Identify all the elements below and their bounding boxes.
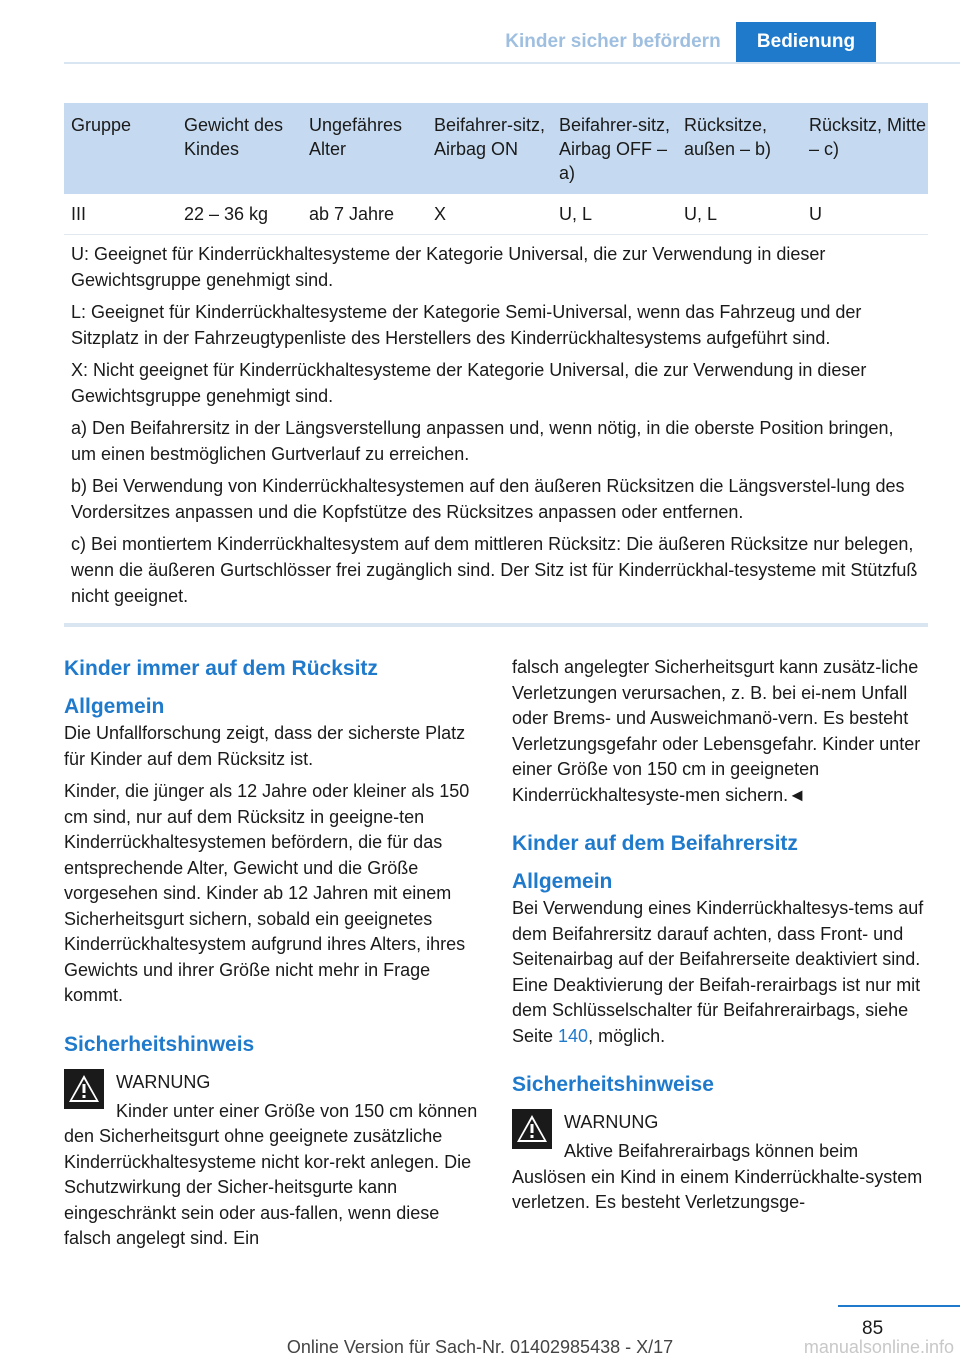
paragraph-continued: falsch angelegter Sicherheitsgurt kann zusätz-liche Verletzungen verursachen, z. B. bei ei-nem Unfall oder Brems- und Ausweichmanö-vern. Es besteht Verletzungsgefahr oder Lebensgefahr. Kinder unter einer Größe von 150 cm in geeigneten Kinderrückhaltesyste-men sichern.◄ xyxy=(512,657,921,805)
table-note: a) Den Beifahrersitz in der Längsverstellung anpassen und, wenn nötig, in die oberste Position bringen, um einen bestmöglichen Gurtverlauf zu erreichen. xyxy=(71,418,894,464)
paragraph xyxy=(512,896,928,1049)
paragraph-text: Bei Verwendung eines Kinderrückhaltesys-tems auf dem Beifahrersitz darauf achten, dass Front- und Seitenairbag auf der Beifahrerseite deaktiviert sind. Eine Deaktivierung der Beifah-rerairbags ist nur mit dem Schlüsselschalter für Beifahrerairbags, siehe Seite xyxy=(512,898,924,1046)
table-cell: ab 7 Jahre xyxy=(309,204,395,224)
table-header-cell: Rücksitze, außen – b) xyxy=(684,115,772,159)
paragraph: Kinder, die jünger als 12 Jahre oder kleiner als 150 cm sind, nur auf dem Rücksitz in geeigne-ten Kinderrückhaltesystemen befördern, die für das entsprechende Alter, Gewicht und die Größe vorgesehen sind. Kinder ab 12 Jahren mit einem Sicherheitsgurt sichern, sobald ein geeignetes Kinderrückhaltesystem aufgrund ihres Alters, ihres Gewichts und ihrer Größe nicht mehr in Frage kommt. xyxy=(64,781,470,1005)
warning-block xyxy=(64,1069,480,1252)
table-cell: 22 – 36 kg xyxy=(184,204,269,224)
section-title-ruecksitz: Kinder immer auf dem Rücksitz xyxy=(64,657,378,680)
table-header xyxy=(64,103,928,194)
subsection-title-sicherheitshinweis: Sicherheitshinweis xyxy=(64,1032,255,1056)
header-section-title: Kinder sicher befördern xyxy=(505,31,721,52)
paragraph: Die Unfallforschung zeigt, dass der sicherste Platz für Kinder auf dem Rücksitz ist. xyxy=(64,723,466,769)
table-header-cell: Gruppe xyxy=(71,115,132,135)
subsection-title-allgemein: Allgemein xyxy=(64,695,165,718)
table-header-cell: Beifahrer-sitz, Airbag ON xyxy=(434,115,546,159)
subsection-title-allgemein: Allgemein xyxy=(512,870,613,893)
paragraph-text: , möglich. xyxy=(588,1025,666,1046)
table-cell: U xyxy=(809,204,822,224)
footer-online-version: Online Version für Sach-Nr. 01402985438 - X/17 xyxy=(286,1337,674,1357)
warning-text xyxy=(64,1099,480,1252)
warning-block xyxy=(512,1109,928,1216)
warning-label: WARNUNG xyxy=(116,1071,211,1092)
warning-label: WARNUNG xyxy=(564,1112,659,1132)
warning-triangle-icon xyxy=(512,1109,552,1149)
table-cell: U, L xyxy=(684,204,718,224)
table-header-cell: Rücksitz, Mitte – c) xyxy=(809,115,927,159)
table-notes xyxy=(64,235,928,627)
header-tab-bedienung[interactable]: Bedienung xyxy=(736,22,876,62)
right-column xyxy=(512,655,928,1216)
warning-triangle-icon xyxy=(64,1069,104,1109)
left-column xyxy=(64,655,480,1252)
child-seat-table xyxy=(64,103,928,627)
section-title-beifahrersitz: Kinder auf dem Beifahrersitz xyxy=(512,832,798,855)
table-note: L: Geeignet für Kinderrückhaltesysteme der Kategorie Semi-Universal, wenn das Fahrzeug und der Sitzplatz in der Fahrzeugtypenliste des Herstellers des Kinderrückhaltesystems aufgeführt sind. xyxy=(71,302,862,348)
header-rule xyxy=(64,62,960,64)
table-note: U: Geeignet für Kinderrückhaltesysteme der Kategorie Universal, die zur Verwendung in dieser Gewichtsgruppe genehmigt sind. xyxy=(71,244,826,290)
warning-text-content: Aktive Beifahrerairbags können beim Auslösen ein Kind in einem Kinderrückhalte-system verletzen. Es besteht Verletzungsge- xyxy=(512,1141,923,1212)
page-number: 85 xyxy=(862,1318,884,1339)
warning-text xyxy=(512,1139,928,1216)
watermark: manualsonline.info xyxy=(803,1337,954,1357)
table-note: X: Nicht geeignet für Kinderrückhaltesysteme der Kategorie Universal, die zur Verwendung in dieser Gewichtsgruppe genehmigt sind. xyxy=(71,360,867,406)
table-cell: U, L xyxy=(559,204,593,224)
table-header-cell: Gewicht des Kindes xyxy=(184,115,284,159)
table-header-cell: Beifahrer-sitz, Airbag OFF – a) xyxy=(559,115,671,183)
table-note: b) Bei Verwendung von Kinderrückhaltesystemen auf den äußeren Rücksitzen die Längsverstel-lung des Vordersitzes anpassen und die Kopfstütze des Rücksitzes anpassen oder entfernen. xyxy=(71,476,905,522)
footer-rule xyxy=(838,1305,960,1307)
table-cell: X xyxy=(434,204,447,224)
page-link-140[interactable]: 140 xyxy=(558,1025,589,1046)
table-row xyxy=(64,194,928,235)
warning-text-content: Kinder unter einer Größe von 150 cm können den Sicherheitsgurt ohne geeignete zusätzliche Kinderrückhaltesysteme nicht kor-rekt anlegen. Die Schutzwirkung der Sicher-heitsgurte kann eingeschränkt sein oder aus-fallen, wenn diese falsch angelegt sind. Ein xyxy=(64,1100,478,1248)
table-cell: III xyxy=(71,204,87,224)
table-header-cell: Ungefähres Alter xyxy=(309,115,403,159)
table-note: c) Bei montiertem Kinderrückhaltesystem auf dem mittleren Rücksitz: Die äußeren Rücksitze nur belegen, wenn die äußeren Gurtschlösser frei zugänglich sind. Der Sitz ist für Kinderrückhal-tesysteme mit Stützfuß nicht geeignet. xyxy=(71,534,918,606)
subsection-title-sicherheitshinweise: Sicherheitshinweise xyxy=(512,1073,714,1096)
